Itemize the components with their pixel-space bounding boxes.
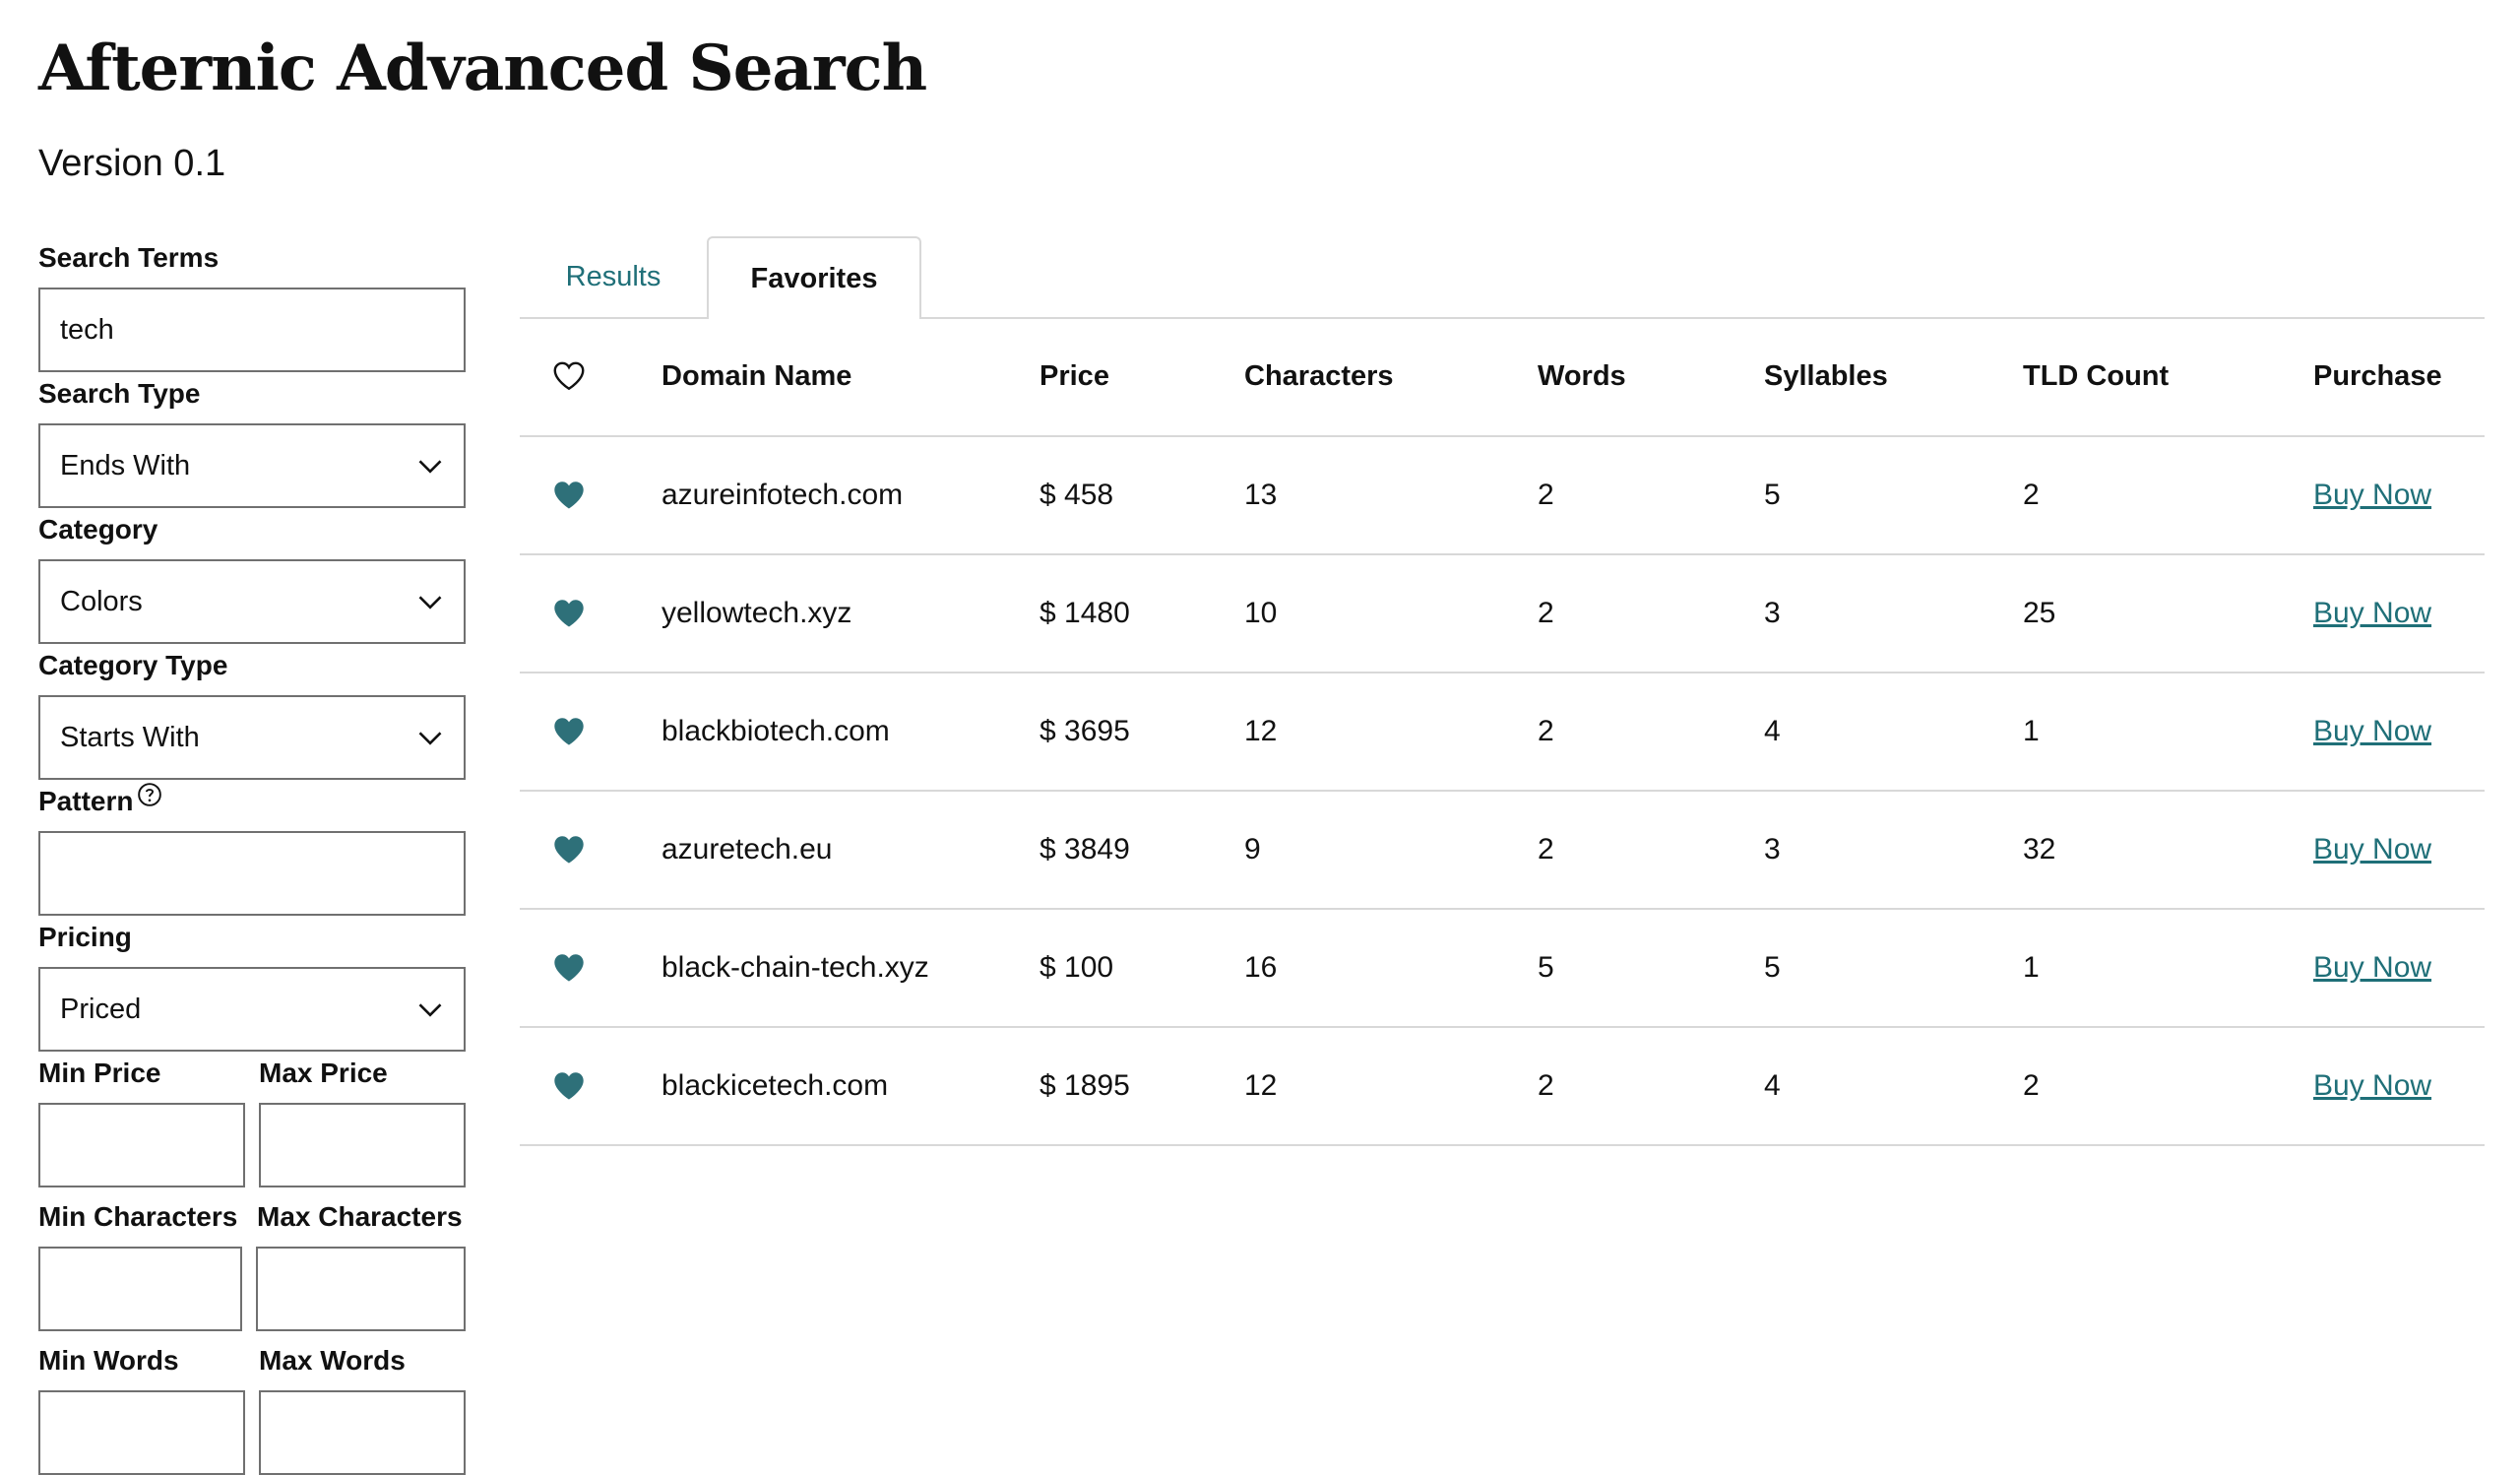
search-type-value: Ends With: [60, 449, 191, 481]
table-row: [520, 555, 2485, 673]
table-row: [520, 792, 2485, 910]
category-select[interactable]: [38, 559, 466, 644]
min-price-input[interactable]: [60, 1129, 223, 1162]
tld-count-column-header[interactable]: TLD Count: [2023, 359, 2170, 392]
tld-count-cell: 25: [2023, 597, 2056, 629]
words-cell: 5: [1538, 951, 1554, 984]
tab-favorites[interactable]: Favorites: [707, 236, 921, 319]
favorite-toggle[interactable]: [551, 437, 587, 553]
chevron-down-icon: [416, 995, 444, 1023]
characters-cell: 16: [1244, 951, 1278, 984]
max-characters-input[interactable]: [278, 1273, 444, 1306]
search-terms-input[interactable]: [60, 314, 444, 347]
buy-now-link[interactable]: Buy Now: [2313, 715, 2432, 747]
domain-name-cell: azuretech.eu: [662, 833, 833, 866]
price-cell: $ 3849: [1040, 833, 1130, 866]
tld-count-cell: 1: [2023, 715, 2040, 747]
syllables-cell: 5: [1764, 479, 1781, 511]
table-row: [520, 673, 2485, 792]
table-row: [520, 437, 2485, 555]
domain-name-cell: blackicetech.com: [662, 1069, 889, 1102]
category-type-value: Starts With: [60, 721, 200, 753]
min-characters-input[interactable]: [60, 1273, 220, 1306]
help-circle-icon[interactable]: [137, 782, 162, 807]
max-characters-field[interactable]: [256, 1247, 466, 1331]
pattern-field[interactable]: [38, 831, 466, 916]
max-price-input[interactable]: [281, 1129, 444, 1162]
min-words-input[interactable]: [60, 1417, 223, 1449]
words-column-header[interactable]: Words: [1538, 359, 1626, 392]
pattern-input[interactable]: [60, 858, 444, 890]
pattern-label-group: [38, 786, 162, 817]
domain-name-cell: blackbiotech.com: [662, 715, 890, 747]
words-cell: 2: [1538, 715, 1554, 747]
syllables-cell: 4: [1764, 1069, 1781, 1102]
results-tabs: [520, 236, 2485, 319]
page-title: Afternic Advanced Search: [38, 32, 927, 105]
max-words-field[interactable]: [259, 1390, 466, 1475]
domain-name-cell: azureinfotech.com: [662, 479, 904, 511]
heart-filled-icon[interactable]: [551, 478, 587, 513]
words-cell: 2: [1538, 833, 1554, 866]
characters-column-header[interactable]: Characters: [1244, 359, 1394, 392]
words-cell: 2: [1538, 597, 1554, 629]
max-price-field[interactable]: [259, 1103, 466, 1187]
price-column-header[interactable]: Price: [1040, 359, 1109, 392]
max-words-label: Max Words: [259, 1345, 406, 1376]
price-cell: $ 1480: [1040, 597, 1130, 629]
characters-cell: 12: [1244, 715, 1278, 747]
buy-now-link[interactable]: Buy Now: [2313, 951, 2432, 984]
category-type-select[interactable]: [38, 695, 466, 780]
buy-now-link[interactable]: Buy Now: [2313, 1069, 2432, 1102]
price-cell: $ 1895: [1040, 1069, 1130, 1102]
heart-filled-icon[interactable]: [551, 714, 587, 749]
characters-cell: 12: [1244, 1069, 1278, 1102]
min-price-field[interactable]: [38, 1103, 245, 1187]
search-terms-label: Search Terms: [38, 242, 220, 273]
syllables-cell: 4: [1764, 715, 1781, 747]
words-cell: 2: [1538, 479, 1554, 511]
min-characters-field[interactable]: [38, 1247, 242, 1331]
price-cell: $ 458: [1040, 479, 1114, 511]
heart-filled-icon[interactable]: [551, 596, 587, 631]
characters-cell: 13: [1244, 479, 1278, 511]
domain-name-cell: yellowtech.xyz: [662, 597, 852, 629]
min-price-label: Min Price: [38, 1058, 161, 1088]
price-cell: $ 3695: [1040, 715, 1130, 747]
syllables-cell: 5: [1764, 951, 1781, 984]
characters-cell: 9: [1244, 833, 1261, 866]
table-header-row: [520, 317, 2485, 437]
max-characters-label: Max Characters: [257, 1201, 463, 1232]
favorite-column-header: [551, 317, 587, 435]
syllables-cell: 3: [1764, 833, 1781, 866]
pattern-label: Pattern: [38, 786, 134, 816]
favorite-toggle[interactable]: [551, 673, 587, 790]
chevron-down-icon: [416, 724, 444, 751]
favorite-toggle[interactable]: [551, 555, 587, 672]
buy-now-link[interactable]: Buy Now: [2313, 597, 2432, 629]
version-label: Version 0.1: [38, 143, 226, 184]
tld-count-cell: 1: [2023, 951, 2040, 984]
max-price-label: Max Price: [259, 1058, 388, 1088]
favorite-toggle[interactable]: [551, 792, 587, 908]
domain-column-header[interactable]: Domain Name: [662, 359, 852, 392]
search-terms-field[interactable]: [38, 288, 466, 372]
words-cell: 2: [1538, 1069, 1554, 1102]
syllables-column-header[interactable]: Syllables: [1764, 359, 1888, 392]
chevron-down-icon: [416, 588, 444, 615]
tld-count-cell: 2: [2023, 479, 2040, 511]
buy-now-link[interactable]: Buy Now: [2313, 479, 2432, 511]
favorite-toggle[interactable]: [551, 1028, 587, 1144]
table-row: [520, 1028, 2485, 1146]
pricing-select[interactable]: [38, 967, 466, 1052]
table-row: [520, 910, 2485, 1028]
price-cell: $ 100: [1040, 951, 1114, 984]
pricing-value: Priced: [60, 993, 142, 1025]
category-type-label: Category Type: [38, 650, 228, 680]
domain-name-cell: black-chain-tech.xyz: [662, 951, 929, 984]
heart-filled-icon[interactable]: [551, 950, 587, 986]
category-label: Category: [38, 514, 158, 545]
characters-cell: 10: [1244, 597, 1278, 629]
heart-filled-icon[interactable]: [551, 1068, 587, 1104]
min-words-label: Min Words: [38, 1345, 179, 1376]
buy-now-link[interactable]: Buy Now: [2313, 833, 2432, 866]
min-characters-label: Min Characters: [38, 1201, 238, 1232]
tab-results[interactable]: Results: [565, 260, 662, 292]
min-words-field[interactable]: [38, 1390, 245, 1475]
syllables-cell: 3: [1764, 597, 1781, 629]
category-value: Colors: [60, 585, 143, 617]
tld-count-cell: 32: [2023, 833, 2056, 866]
pricing-label: Pricing: [38, 922, 132, 952]
heart-filled-icon[interactable]: [551, 832, 587, 867]
chevron-down-icon: [416, 452, 444, 480]
heart-outline-icon: [551, 358, 587, 394]
favorites-table: [520, 317, 2485, 1146]
tld-count-cell: 2: [2023, 1069, 2040, 1102]
favorite-toggle[interactable]: [551, 910, 587, 1026]
search-type-select[interactable]: [38, 423, 466, 508]
purchase-column-header: Purchase: [2313, 359, 2442, 392]
search-type-label: Search Type: [38, 378, 201, 409]
max-words-input[interactable]: [281, 1417, 444, 1449]
